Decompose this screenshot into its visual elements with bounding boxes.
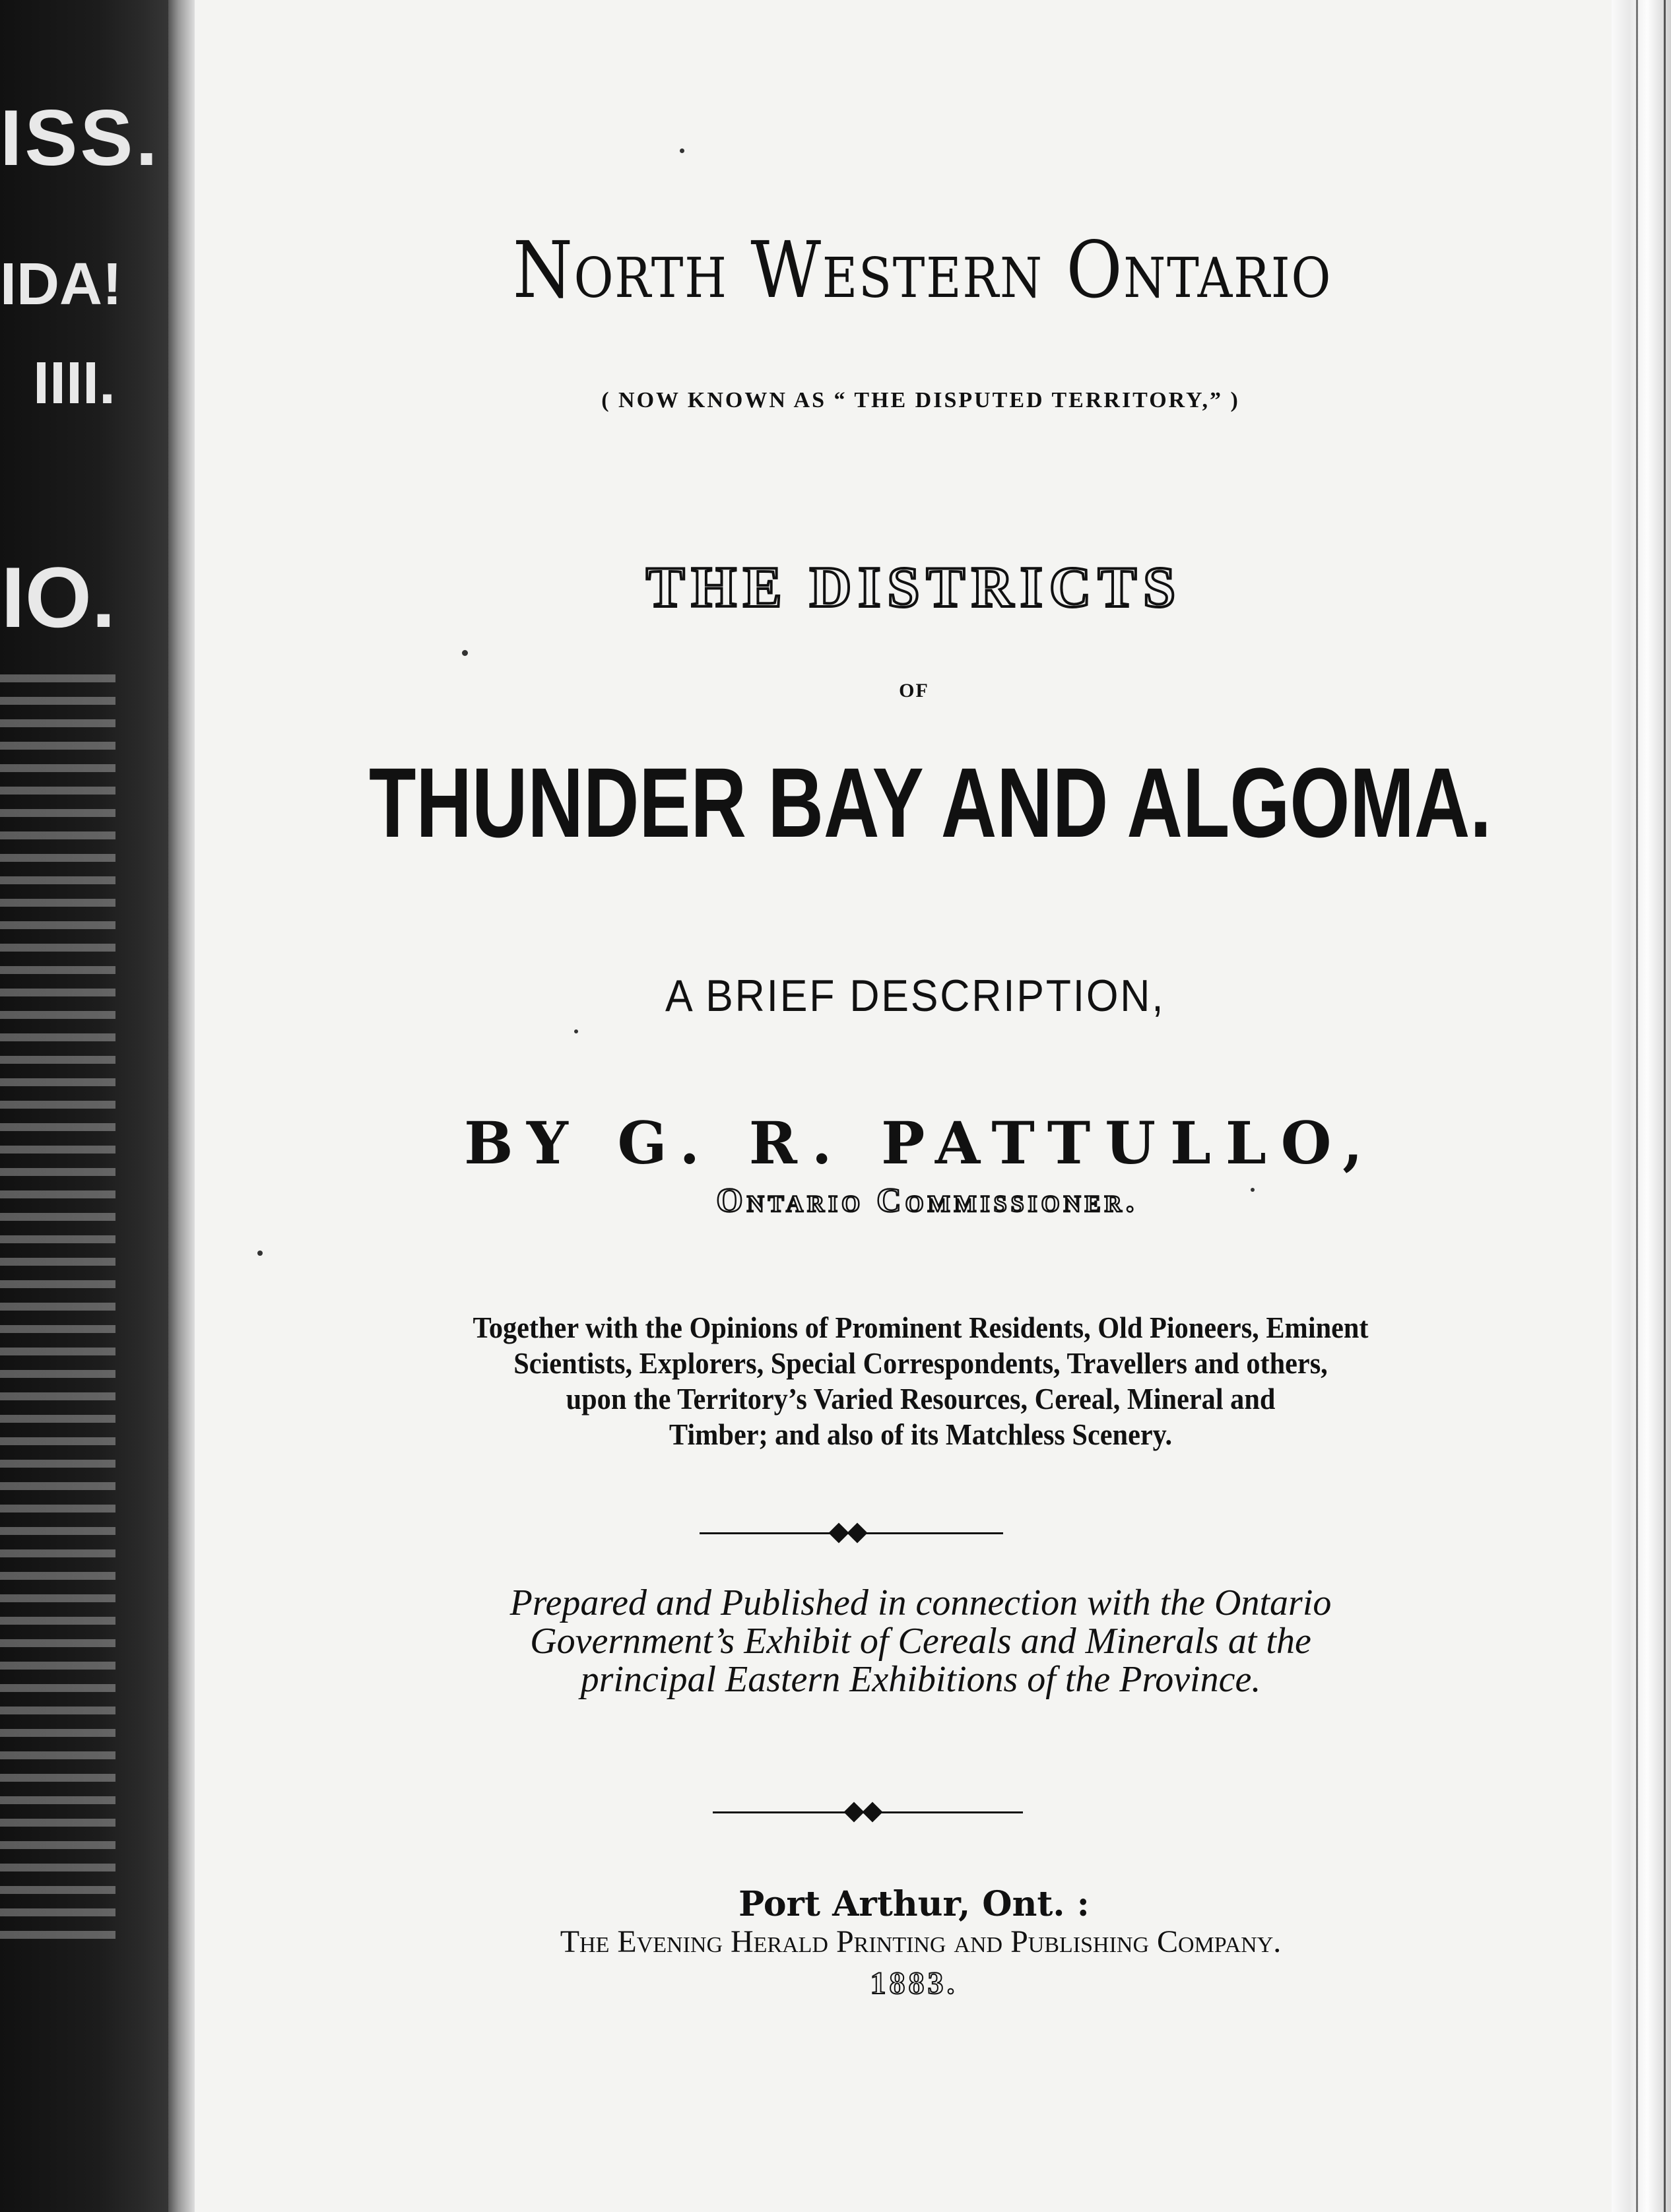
paragraph-line: Together with the Opinions of Prominent Residents, Old Pioneers, Eminent [473,1311,1369,1344]
title-page [198,0,1604,2212]
summary-paragraph [218,1310,1623,1452]
imprint-year: 1883. [870,1966,958,2001]
paragraph-line: Scientists, Explorers, Special Correspondents, Travellers and others, [513,1346,1328,1380]
note-line: Government’s Exhibit of Cereals and Minerals at the [530,1621,1311,1662]
scan-speck [257,1251,263,1256]
author-line: BY G. R. PATTULLO, [464,1109,1377,1177]
rule-ornament [847,1522,867,1543]
publication-note [218,1584,1623,1699]
main-heading: THUNDER BAY AND ALGOMA. [368,747,1491,858]
bleed-through-text: ISS. [0,94,160,182]
bleed-through-text: IIII. [32,350,115,416]
note-line: Prepared and Published in connection with the Ontario [509,1582,1332,1623]
page-edge-line [1664,0,1666,2212]
scan-speck [574,1029,578,1033]
author-title: Ontario Commissioner. [716,1182,1138,1220]
bleed-through-columns [0,660,115,1947]
scan-speck [680,148,684,153]
of-heading: OF [899,680,929,701]
page-title: North Western Ontario [513,224,1332,315]
page-subtitle: ( NOW KNOWN AS “ THE DISPUTED TERRITORY,” ) [601,388,1240,412]
rule-ornament [828,1522,849,1543]
rule-ornament [843,1802,864,1822]
scan-speck [1251,1188,1255,1192]
binding-edge [168,0,195,2212]
paragraph-line: upon the Territory’s Varied Resources, Cereal, Mineral and [566,1382,1276,1415]
rule-ornament [862,1802,882,1822]
paragraph-line: Timber; and also of its Matchless Scenery. [669,1417,1173,1451]
districts-heading: THE DISTRICTS [645,556,1183,620]
bleed-through-text: IDA! [0,251,122,317]
page-edge [1612,0,1671,2212]
note-line: principal Eastern Exhibitions of the Province. [580,1659,1261,1700]
description-heading: A BRIEF DESCRIPTION, [665,971,1165,1021]
imprint-place: Port Arthur, Ont. : [738,1884,1090,1924]
bleed-through-text: IO. [1,549,115,645]
page-edge-line [1636,0,1638,2212]
imprint-publisher: The Evening Herald Printing and Publishing Company. [560,1924,1282,1959]
scan-speck [462,650,468,656]
